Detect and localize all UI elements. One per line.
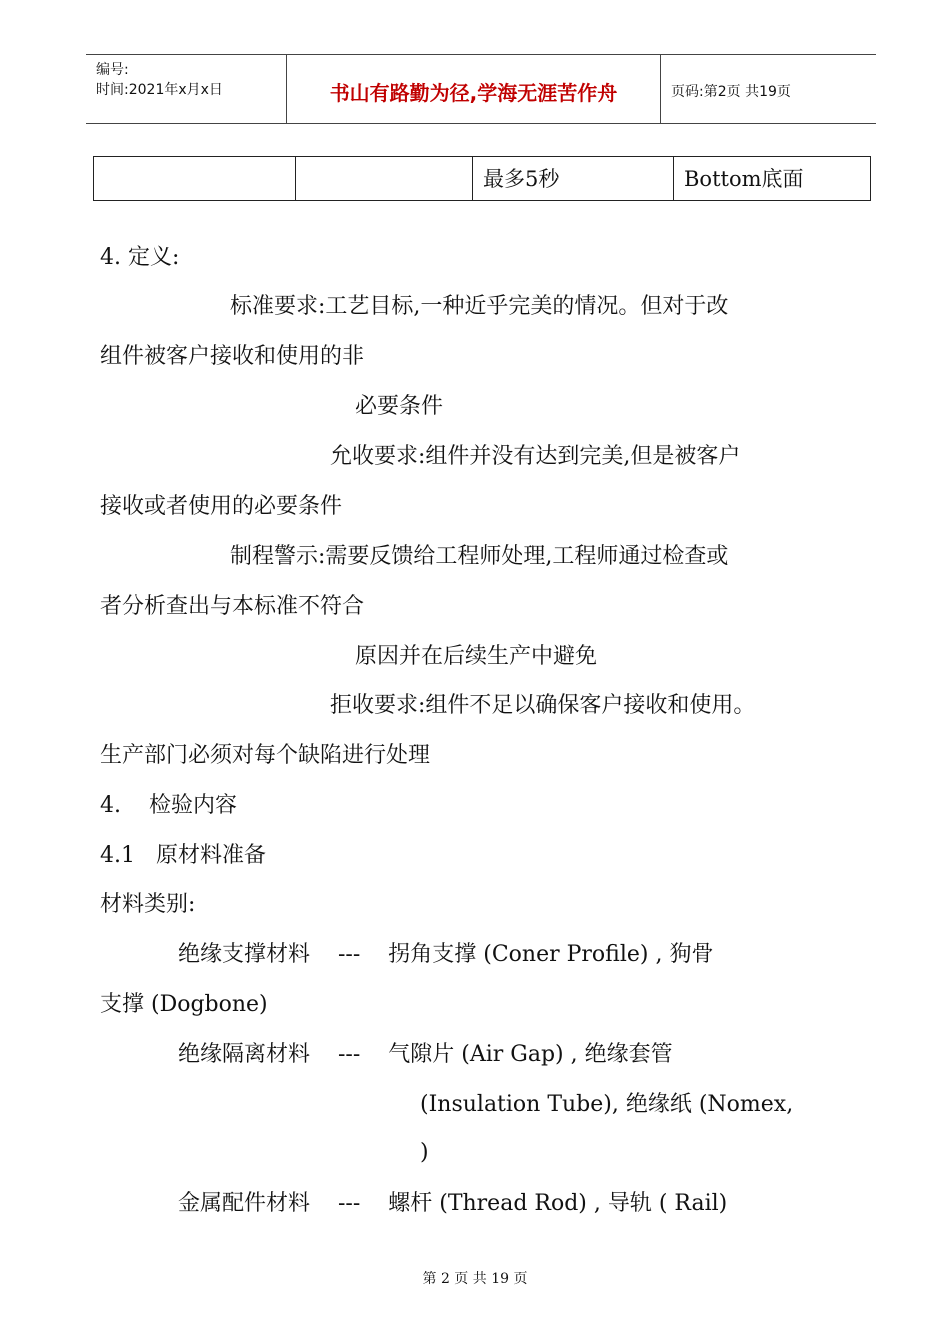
table-cell [94, 157, 296, 200]
table-cell [296, 157, 473, 200]
paragraph-line: 必要条件 [355, 394, 444, 419]
list-item: 绝缘支撑材料 --- 拐角支撑 (Coner Profile) , 狗骨 [178, 942, 714, 967]
doc-number-label: 编号: [96, 62, 129, 78]
list-item: 金属配件材料 --- 螺杆 (Thread Rod) , 导轨 ( Rail) [178, 1191, 728, 1216]
table-cell: Bottom底面 [684, 167, 804, 191]
paragraph-line: 组件被客户接收和使用的非 [100, 344, 365, 369]
paragraph-line: 者分析查出与本标准不符合 [100, 594, 365, 619]
table-cell: 最多5秒 [473, 157, 674, 200]
page-header [86, 54, 876, 124]
doc-time-label: 时间:2021年x月x日 [96, 82, 223, 98]
paragraph-line: 材料类别: [100, 892, 196, 917]
header-motto: 书山有路勤为径,学海无涯苦作舟 [329, 81, 618, 105]
paragraph-line: 允收要求:组件并没有达到完美,但是被客户 [330, 444, 741, 469]
table-row [93, 156, 871, 201]
section-heading: 4.1 原材料准备 [100, 843, 266, 868]
paragraph-line: 制程警示:需要反馈给工程师处理,工程师通过检查或 [230, 544, 729, 569]
header-meta-cell [86, 55, 287, 123]
paragraph-line: 拒收要求:组件不足以确保客户接收和使用。 [330, 693, 756, 718]
paragraph-line: 标准要求:工艺目标,一种近乎完美的情况。但对于改 [230, 294, 729, 319]
header-motto-cell [287, 55, 661, 123]
paragraph-line: 接收或者使用的必要条件 [100, 494, 343, 519]
list-item: (Insulation Tube), 绝缘纸 (Nomex, [420, 1092, 794, 1117]
header-page-cell [661, 55, 876, 123]
paragraph-line: 生产部门必须对每个缺陷进行处理 [100, 743, 431, 768]
page-footer: 第 2 页 共 19 页 [422, 1271, 528, 1287]
section-heading: 4. 检验内容 [100, 793, 237, 818]
paragraph-line: 原因并在后续生产中避免 [355, 644, 598, 669]
list-item: 绝缘隔离材料 --- 气隙片 (Air Gap) , 绝缘套管 [178, 1042, 673, 1067]
list-item: 支撑 (Dogbone) [100, 992, 268, 1017]
section-heading: 4. 定义: [100, 245, 180, 270]
list-item: ) [420, 1140, 429, 1165]
header-page-label: 页码:第2页 共19页 [671, 84, 791, 100]
